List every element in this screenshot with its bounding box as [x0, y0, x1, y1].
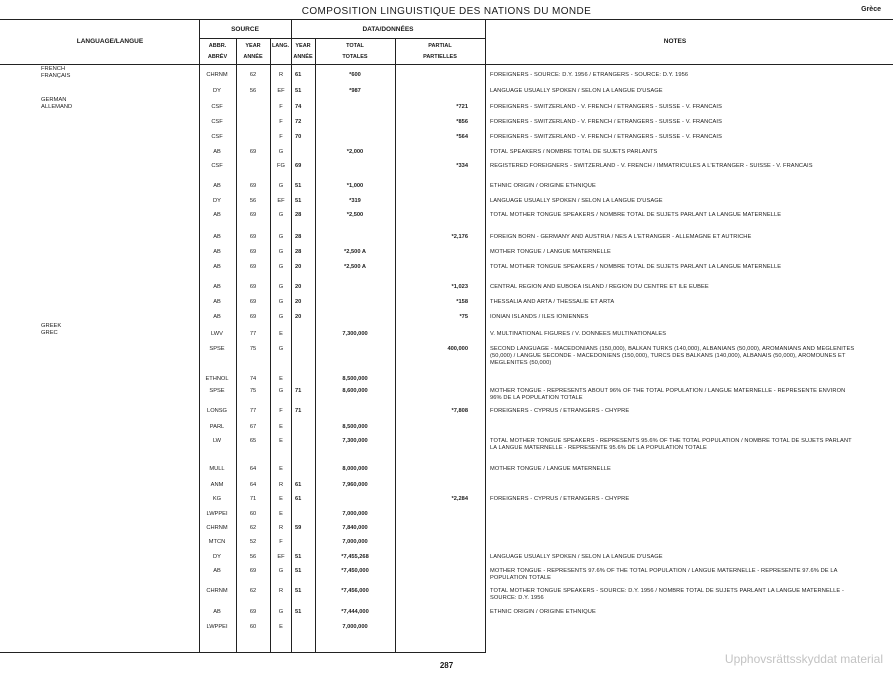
note-text: MOTHER TONGUE / LANGUE MATERNELLE — [490, 466, 611, 472]
source-language: G — [278, 234, 284, 240]
source-year: 65 — [249, 438, 257, 444]
note-text: FOREIGNERS - CYPRUS / ETRANGERS - CHYPRE — [490, 496, 630, 502]
source-language: F — [279, 408, 283, 414]
data-year: 70 — [295, 134, 302, 140]
source-year: 69 — [249, 299, 257, 305]
partial-speakers: *1,023 — [451, 284, 468, 290]
source-language: G — [278, 388, 284, 394]
source-abbreviation: AB — [213, 149, 221, 155]
partial-speakers: *7,808 — [451, 408, 468, 414]
source-year: 56 — [249, 554, 257, 560]
source-language: E — [279, 466, 283, 472]
data-year: 51 — [295, 609, 302, 615]
partial-speakers: *721 — [456, 104, 468, 110]
source-abbreviation: CHRNM — [206, 588, 228, 594]
source-abbreviation: DY — [213, 554, 221, 560]
table-row — [0, 568, 893, 582]
total-speakers: *2,500 A — [344, 249, 366, 255]
source-year: 75 — [249, 388, 257, 394]
source-language: R — [278, 525, 284, 531]
table-row — [0, 539, 893, 553]
source-abbreviation: AB — [213, 264, 221, 270]
source-language: G — [278, 183, 284, 189]
partial-speakers: *564 — [456, 134, 468, 140]
data-year: 71 — [295, 408, 302, 414]
total-speakers: 7,300,000 — [342, 438, 368, 444]
source-year: 69 — [249, 284, 257, 290]
table-row — [0, 299, 893, 313]
note-text: TOTAL SPEAKERS / NOMBRE TOTAL DE SUJETS PARLANTS — [490, 149, 658, 155]
total-speakers: 7,000,000 — [342, 511, 368, 517]
table-row — [0, 624, 893, 638]
total-speakers: 8,500,000 — [342, 424, 368, 430]
total-speakers: *7,444,000 — [341, 609, 369, 615]
table-row — [0, 88, 893, 102]
source-year: 69 — [249, 212, 257, 218]
source-language: R — [278, 72, 284, 78]
table-row — [0, 511, 893, 525]
table-row — [0, 466, 893, 480]
data-year: 71 — [295, 388, 302, 394]
total-speakers: *987 — [349, 88, 361, 94]
data-year: 51 — [295, 198, 302, 204]
note-text: SECOND LANGUAGE - MACEDONIANS (150,000), BALKAN TURKS (140,000), ALBANIANS (50,000), AROMANIANS AND MEGLENITES (50,000) / LANGUE SECONDE - MACEDONIENS (150,000), TURCS DES BALKANS (140,000), ALBANAIS (50,000), AROMOUNES ET MEGLENITES (50,000) — [490, 346, 855, 366]
total-speakers: *600 — [349, 72, 361, 78]
source-year: 69 — [249, 249, 257, 255]
source-column-header: SOURCE — [231, 26, 259, 33]
table-row — [0, 212, 893, 226]
source-abbreviation: CHRNM — [206, 525, 228, 531]
note-text: V. MULTINATIONAL FIGURES / V. DONNEES MULTINATIONALES — [490, 331, 667, 337]
table-row — [0, 264, 893, 278]
source-abbreviation: SPSE — [209, 388, 225, 394]
table-row — [0, 525, 893, 539]
source-year: 75 — [249, 346, 257, 352]
source-abbreviation: SPSE — [209, 346, 225, 352]
total-speakers: 7,000,000 — [342, 539, 368, 545]
page-number: 287 — [439, 661, 454, 670]
partial-speakers: *2,176 — [451, 234, 468, 240]
total-speakers: 8,000,000 — [342, 466, 368, 472]
note-text: ETHNIC ORIGIN / ORIGINE ETHNIQUE — [490, 183, 596, 189]
note-text: CENTRAL REGION AND EUBOEA ISLAND / REGION DU CENTRE ET ILE EUBEE — [490, 284, 709, 290]
table-row — [0, 388, 893, 402]
data-year: 72 — [295, 119, 302, 125]
table-row — [0, 609, 893, 623]
source-language: G — [278, 212, 284, 218]
partial-speakers: *334 — [456, 163, 468, 169]
abbr-header-fr: ABRÉV — [207, 54, 228, 60]
total-speakers: *2,000 — [346, 149, 364, 155]
source-abbreviation: KG — [212, 496, 222, 502]
table-row — [0, 72, 893, 86]
data-column-header: DATA/DONNÉES — [362, 26, 414, 33]
source-abbreviation: AB — [213, 284, 221, 290]
source-abbreviation: MTCN — [208, 539, 226, 545]
total-speakers: *1,000 — [346, 183, 364, 189]
data-year: 51 — [295, 554, 302, 560]
abbr-header-en: ABBR. — [208, 43, 227, 49]
source-language: E — [279, 438, 283, 444]
source-language: G — [278, 299, 284, 305]
source-language: G — [278, 264, 284, 270]
note-text: ETHNIC ORIGIN / ORIGINE ETHNIQUE — [490, 609, 596, 615]
source-abbreviation: AB — [213, 234, 221, 240]
country-label: Grèce — [861, 6, 881, 13]
source-language: G — [278, 568, 284, 574]
language-column-header: LANGUAGE/LANGUE — [76, 38, 144, 45]
source-language: F — [279, 104, 283, 110]
source-year: 74 — [249, 376, 257, 382]
source-abbreviation: DY — [213, 88, 221, 94]
source-abbreviation: CSF — [211, 163, 223, 169]
table-row — [0, 119, 893, 133]
source-language: G — [278, 149, 284, 155]
table-row — [0, 198, 893, 212]
page-title: COMPOSITION LINGUISTIQUE DES NATIONS DU MONDE — [301, 6, 592, 17]
source-year: 62 — [249, 525, 257, 531]
table-row — [0, 234, 893, 248]
total-speakers: *7,455,268 — [341, 554, 369, 560]
source-year: 52 — [249, 539, 257, 545]
total-speakers: *7,450,000 — [341, 568, 369, 574]
source-year: 60 — [249, 624, 257, 630]
data-year: 61 — [295, 72, 302, 78]
source-year: 69 — [249, 609, 257, 615]
source-language: R — [278, 482, 284, 488]
partial-speakers: *2,284 — [451, 496, 468, 502]
source-language: F — [279, 119, 283, 125]
table-row — [0, 104, 893, 118]
source-year: 69 — [249, 149, 257, 155]
total-speakers: *2,500 A — [344, 264, 366, 270]
data-year: 61 — [295, 496, 302, 502]
table-row — [0, 496, 893, 510]
source-language: F — [279, 539, 283, 545]
year-header-en: YEAR — [245, 43, 261, 49]
source-abbreviation: LWV — [211, 331, 223, 337]
source-abbreviation: ANM — [210, 482, 224, 488]
source-year: 69 — [249, 314, 257, 320]
data-year: 20 — [295, 284, 302, 290]
source-language: R — [278, 588, 284, 594]
source-abbreviation: PARL — [209, 424, 225, 430]
total-speakers: *2,500 — [346, 212, 364, 218]
total-speakers: 8,600,000 — [342, 388, 368, 394]
data-year: 51 — [295, 88, 302, 94]
source-abbreviation: AB — [213, 609, 221, 615]
table-row — [0, 314, 893, 328]
total-speakers: *319 — [349, 198, 361, 204]
note-text: MOTHER TONGUE - REPRESENTS 97.6% OF THE TOTAL POPULATION / LANGUE MATERNELLE - REPRESENTE 97.6% DE LA POPULATION TOTALE — [490, 568, 838, 581]
source-language: EF — [277, 198, 285, 204]
table-row — [0, 438, 893, 452]
source-abbreviation: DY — [213, 198, 221, 204]
note-text: FOREIGNERS - CYPRUS / ETRANGERS - CHYPRE — [490, 408, 630, 414]
source-year: 69 — [249, 234, 257, 240]
note-text: TOTAL MOTHER TONGUE SPEAKERS - REPRESENTS 95.6% OF THE TOTAL POPULATION / NOMBRE TOTAL DE SUJETS PARLANT LA LANGUE MATERNELLE - REPRESENTE 95.6% DE LA POPULATION TOTALE — [490, 438, 852, 451]
table-row — [0, 588, 893, 602]
table-row — [0, 134, 893, 148]
data-year-header-en: YEAR — [295, 43, 311, 49]
source-abbreviation: AB — [213, 299, 221, 305]
data-year: 74 — [295, 104, 302, 110]
partial-speakers: *856 — [456, 119, 468, 125]
note-text: FOREIGNERS - SWITZERLAND - V. FRENCH / ETRANGERS - SUISSE - V. FRANCAIS — [490, 134, 722, 140]
total-speakers: 7,960,000 — [342, 482, 368, 488]
data-year: 51 — [295, 183, 302, 189]
source-year: 56 — [249, 198, 257, 204]
source-year: 71 — [249, 496, 257, 502]
table-row — [0, 482, 893, 496]
source-abbreviation: AB — [213, 183, 221, 189]
language-label-greek: GREEK GREC — [41, 323, 62, 336]
note-text: TOTAL MOTHER TONGUE SPEAKERS - SOURCE: D.Y. 1956 / NOMBRE TOTAL DE SUJETS PARLANT LA LANGUE MATERNELLE - SOURCE: D.Y. 1956 — [490, 588, 844, 601]
total-speakers: *7,456,000 — [341, 588, 369, 594]
note-text: LANGUAGE USUALLY SPOKEN / SELON LA LANGUE D'USAGE — [490, 198, 663, 204]
source-abbreviation: LW — [212, 438, 222, 444]
source-language: G — [278, 346, 284, 352]
table-row — [0, 249, 893, 263]
year-header-fr: ANNÉE — [243, 54, 263, 60]
data-year: 61 — [295, 482, 302, 488]
source-language: E — [279, 624, 283, 630]
source-language: F — [279, 134, 283, 140]
source-abbreviation: AB — [213, 249, 221, 255]
total-speakers: 8,500,000 — [342, 376, 368, 382]
total-header-fr: TOTALES — [342, 54, 368, 60]
source-year: 69 — [249, 568, 257, 574]
partial-header-fr: PARTIELLES — [423, 54, 457, 60]
data-year: 59 — [295, 525, 302, 531]
table-row — [0, 554, 893, 568]
total-speakers: 7,300,000 — [342, 331, 368, 337]
table-row — [0, 408, 893, 422]
total-speakers: 7,000,000 — [342, 624, 368, 630]
data-year: 28 — [295, 249, 302, 255]
source-year: 60 — [249, 511, 257, 517]
language-label-french: FRENCH FRANÇAIS — [41, 66, 71, 79]
data-year: 28 — [295, 234, 302, 240]
note-text: THESSALIA AND ARTA / THESSALIE ET ARTA — [490, 299, 615, 305]
data-year: 20 — [295, 314, 302, 320]
source-year: 67 — [249, 424, 257, 430]
source-language: EF — [277, 88, 285, 94]
source-year: 62 — [249, 588, 257, 594]
total-header-en: TOTAL — [346, 43, 364, 49]
table-row — [0, 183, 893, 197]
source-language: E — [279, 331, 283, 337]
source-language: FG — [277, 163, 285, 169]
source-year: 77 — [249, 408, 257, 414]
note-text: IONIAN ISLANDS / ILES IONIENNES — [490, 314, 589, 320]
source-year: 69 — [249, 264, 257, 270]
source-abbreviation: AB — [213, 314, 221, 320]
source-year: 64 — [249, 466, 257, 472]
note-text: FOREIGNERS - SOURCE: D.Y. 1956 / ETRANGERS - SOURCE: D.Y. 1956 — [490, 72, 689, 78]
data-year: 28 — [295, 212, 302, 218]
partial-header-en: PARTIAL — [428, 43, 452, 49]
source-abbreviation: ETHNOL — [205, 376, 229, 382]
partial-speakers: *158 — [456, 299, 468, 305]
note-text: TOTAL MOTHER TONGUE SPEAKERS / NOMBRE TOTAL DE SUJETS PARLANT LA LANGUE MATERNELLE — [490, 212, 782, 218]
note-text: MOTHER TONGUE / LANGUE MATERNELLE — [490, 249, 611, 255]
source-abbreviation: CSF — [211, 119, 223, 125]
source-abbreviation: AB — [213, 568, 221, 574]
source-abbreviation: AB — [213, 212, 221, 218]
source-language: EF — [277, 554, 285, 560]
table-row — [0, 163, 893, 177]
note-text: TOTAL MOTHER TONGUE SPEAKERS / NOMBRE TOTAL DE SUJETS PARLANT LA LANGUE MATERNELLE — [490, 264, 782, 270]
note-text: LANGUAGE USUALLY SPOKEN / SELON LA LANGUE D'USAGE — [490, 554, 663, 560]
source-abbreviation: CHRNM — [206, 72, 228, 78]
source-abbreviation: MULL — [209, 466, 225, 472]
source-language: G — [278, 314, 284, 320]
source-abbreviation: LONSG — [207, 408, 227, 414]
data-year: 20 — [295, 264, 302, 270]
partial-speakers: 400,000 — [447, 346, 468, 352]
source-language: E — [279, 424, 283, 430]
source-language: E — [279, 376, 283, 382]
partial-speakers: *75 — [459, 314, 468, 320]
source-abbreviation: LWPPEI — [206, 624, 228, 630]
copyright-watermark: Upphovsrättsskyddat material — [724, 652, 883, 666]
source-language: E — [279, 496, 283, 502]
data-year: 69 — [295, 163, 302, 169]
source-year: 64 — [249, 482, 257, 488]
source-language: G — [278, 284, 284, 290]
data-year: 51 — [295, 568, 302, 574]
data-year: 51 — [295, 588, 302, 594]
table-row — [0, 149, 893, 163]
note-text: LANGUAGE USUALLY SPOKEN / SELON LA LANGUE D'USAGE — [490, 88, 663, 94]
source-year: 62 — [249, 72, 257, 78]
source-language: E — [279, 511, 283, 517]
total-speakers: 7,840,000 — [342, 525, 368, 531]
note-text: MOTHER TONGUE - REPRESENTS ABOUT 96% OF THE TOTAL POPULATION / LANGUE MATERNELLE - REPRESENTE ENVIRON 96% DE LA POPULATION TOTALE — [490, 388, 846, 401]
lang-header: LANG. — [271, 43, 290, 49]
table-row — [0, 284, 893, 298]
source-language: G — [278, 249, 284, 255]
table-row — [0, 331, 893, 345]
note-text: REGISTERED FOREIGNERS - SWITZERLAND - V. FRENCH / IMMATRICULES A L'ETRANGER - SUISSE - V. FRANCAIS — [490, 163, 813, 169]
table-row — [0, 346, 893, 366]
note-text: FOREIGNERS - SWITZERLAND - V. FRENCH / ETRANGERS - SUISSE - V. FRANCAIS — [490, 119, 722, 125]
data-year: 20 — [295, 299, 302, 305]
note-text: FOREIGNERS - SWITZERLAND - V. FRENCH / ETRANGERS - SUISSE - V. FRANCAIS — [490, 104, 722, 110]
source-year: 69 — [249, 183, 257, 189]
source-abbreviation: CSF — [211, 104, 223, 110]
source-abbreviation: LWPPEI — [206, 511, 228, 517]
note-text: FOREIGN BORN - GERMANY AND AUSTRIA / NES A L'ETRANGER - ALLEMAGNE ET AUTRICHE — [490, 234, 752, 240]
source-year: 56 — [249, 88, 257, 94]
source-year: 77 — [249, 331, 257, 337]
table-row — [0, 424, 893, 438]
notes-column-header: NOTES — [663, 38, 687, 45]
source-language: G — [278, 609, 284, 615]
source-abbreviation: CSF — [211, 134, 223, 140]
language-label-german: GERMAN ALLEMAND — [41, 97, 73, 110]
data-year-header-fr: ANNÉE — [293, 54, 313, 60]
